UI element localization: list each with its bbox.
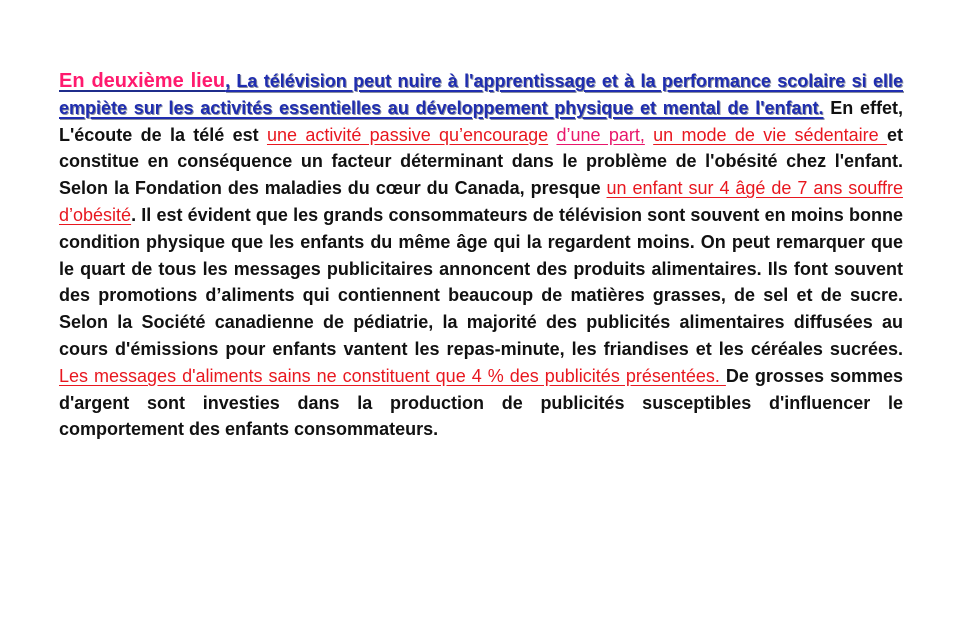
slide-body [59, 68, 903, 443]
body-text-3 [645, 125, 653, 145]
highlight-one-part: d’une part, [556, 124, 645, 145]
body-text-1: En effet, L'écoute de la télé est [59, 97, 903, 145]
section-heading: En deuxième lieu [59, 70, 226, 92]
highlight-passive-activity: une activité passive qu’encourage [266, 124, 549, 145]
highlight-healthy-ads-stat: Les messages d'aliments sains ne constituent que 4 % des publicités présentées. [59, 365, 726, 386]
main-paragraph [59, 68, 903, 443]
body-text-6: De grosses sommes d'argent sont investies dans la production de publicités susceptibles d'influencer le comportement des enfants consommateurs. [59, 365, 904, 440]
thesis-statement: , La télévision peut nuire à l'apprentissage et à la performance scolaire si elle empiète sur les activités essentielles au développement physique et mental de l'enfant. [59, 71, 903, 118]
highlight-obesity-stat: un enfant sur 4 âgé de 7 ans souffre d’obésité [59, 178, 903, 225]
body-text-5: . Il est évident que les grands consommateurs de télévision sont souvent en moins bonne condition physique que les enfants du même âge qui la regardent moins. On peut remarquer que le quart de tous les messages publicitaires annoncent des produits alimentaires. Ils font souvent des promotions d’aliments qui contiennent beaucoup de matières grasses, de sel et de sucre. Selon la Société canadienne de pédiatrie, la majorité des publicités alimentaires diffusées au cours d'émissions pour enfants vantent les repas-minute, les friandises et les céréales sucrées. [59, 204, 903, 359]
body-text-4: et constitue en conséquence un facteur déterminant dans le problème de l'obésité chez l'enfant. Selon la Fondation des maladies du cœur du Canada, presque [59, 124, 903, 199]
highlight-sedentary-lifestyle: un mode de vie sédentaire [653, 124, 887, 145]
